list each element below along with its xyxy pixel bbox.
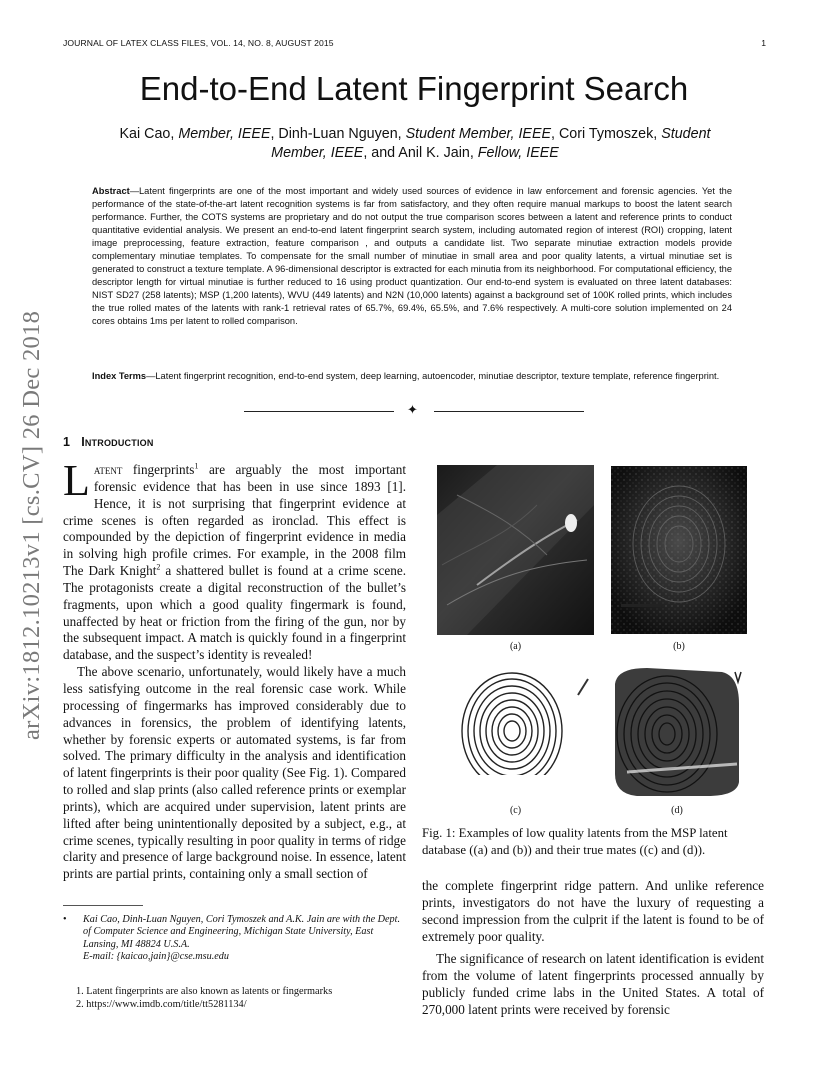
divider-star-icon: ✦ — [407, 402, 418, 417]
panel-label-d: (d) — [671, 805, 683, 816]
paper-title: End-to-End Latent Fingerprint Search — [139, 70, 689, 107]
figure-panel-a — [437, 465, 594, 635]
index-terms — [92, 370, 732, 383]
abstract-label: Abstract — [92, 186, 130, 196]
rolled-fingerprint-image-d — [607, 664, 747, 800]
intro-paragraph-3: The significance of research on latent identification is evident from the volume of latent fingerprints processed annually by publicly funded crime labs in the United States. A total of 270,000 latent prints were received by forensic — [422, 951, 764, 1017]
section-divider — [244, 404, 584, 418]
divider-rule-right — [434, 411, 584, 412]
figure-panel-c — [450, 665, 600, 795]
author-name: , Cori Tymoszek, — [551, 126, 662, 142]
latent-fingerprint-image-b — [611, 466, 747, 634]
figure-panel-d — [607, 664, 747, 800]
paragraph-text: fingerprints — [122, 462, 195, 477]
abstract — [92, 185, 732, 329]
divider-rule-left — [244, 411, 394, 412]
author-name: Kai Cao, — [119, 126, 179, 142]
author-role: Student Member, IEEE — [405, 126, 552, 142]
author-role: Member, IEEE — [178, 126, 271, 142]
section-title: Introduction — [81, 435, 154, 449]
panel-label-c: (c) — [509, 805, 522, 816]
latent-fingerprint-image-a — [437, 465, 594, 635]
footnote: 2. https://www.imdb.com/title/tt5281134/ — [76, 999, 247, 1010]
figure-caption: Fig. 1: Examples of low quality latents from the MSP latent database ((a) and (b)) and their true mates ((c) and (d)). — [422, 826, 728, 857]
rolled-fingerprint-image-c — [450, 665, 600, 795]
footnote-rule — [63, 905, 143, 906]
paragraph-text: are arguably the most important forensic evidence that has been in use since 1893 [1]. Hence, it is not surprising that fingerprint evidence at crime scenes is often regarded as ironclad. This effect is compounded by the depiction of fingerprint evidence in media in solving high profile crimes. For example, in the 2008 film The Dark Knight — [63, 462, 407, 579]
running-header: JOURNAL OF LATEX CLASS FILES, VOL. 14, NO. 8, AUGUST 2015 — [63, 38, 334, 48]
section-heading — [63, 435, 154, 449]
body-column-right — [422, 878, 764, 1019]
figure-panel-b — [611, 466, 747, 634]
footnotes — [76, 985, 406, 1011]
abstract-text: —Latent fingerprints are one of the most important and widely used sources of evidence in law enforcement and forensic agencies. Yet the performance of the state-of-the-art latent recognition systems is far from satisfactory, and they often require manual markups to boost the latent search performance. Further, the COTS systems are proprietary and do not output the true comparison scores between a latent and reference prints to conduct quantitative evidential analysis. We present an end-to-end latent fingerprint search system, including automated region of interest (ROI) cropping, latent image preprocessing, feature extraction, feature comparison , and outputs a candidate list. Two separate minutiae extraction models provide complementary minutiae templates. To compensate for the small number of minutiae in small area and poor quality latents, a virtual minutiae set is generated to construct a texture template. A 96-dimensional descriptor is extracted for each minutia from its neighborhood. For computational efficiency, the descriptor length for virtual minutiae is further reduced to 16 using product quantization. Our end-to-end system is evaluated on three latent databases: NIST SD27 (258 latents); MSP (1,200 latents), WVU (449 latents) and N2N (10,000 latents) against a background set of 100K rolled prints, which includes the true rolled mates of the latents with rank-1 retrieval rates of 65.7%, 69.4%, 65.5%, and 7.6% respectively. A multi-core solution implemented on 24 cores obtains 1ms per latent to rolled comparison. — [92, 186, 732, 327]
drop-cap: L — [63, 456, 90, 505]
body-column-left — [63, 456, 407, 883]
section-number: 1 — [63, 435, 71, 449]
lead-word: atent — [93, 462, 123, 477]
index-terms-text: —Latent fingerprint recognition, end-to-end system, deep learning, autoencoder, minutiae descriptor, texture template, reference fingerprint. — [146, 371, 720, 381]
affiliation-text: Kai Cao, Dinh-Luan Nguyen, Cori Tymoszek and A.K. Jain are with the Dept. of Computer Science and Engineering, Michigan State University, East Lansing, MI 48824 U.S.A. — [83, 914, 401, 950]
panel-label-a: (a) — [509, 641, 522, 652]
arxiv-stamp: arXiv:1812.10213v1 [cs.CV] 26 Dec 2018 — [18, 310, 45, 740]
page-number: 1 — [761, 38, 766, 48]
panel-label-b: (b) — [673, 641, 685, 652]
author-name: , and Anil K. Jain, — [363, 145, 478, 161]
affiliation-email: E-mail: {kaicao,jain}@cse.msu.edu — [83, 950, 229, 962]
author-name: , Dinh-Luan Nguyen, — [270, 126, 406, 142]
footnote: 1. Latent fingerprints are also known as latents or fingermarks — [76, 986, 333, 997]
author-role: Student Member, IEEE — [271, 126, 711, 161]
footnote-marker: 2 — [156, 562, 161, 572]
intro-paragraph-2: The above scenario, unfortunately, would likely have a much less satisfying outcome in the real forensic case work. While processing of fingermarks has improved considerably due to advances in forensics, the problem of identifying latents, whether by forensic experts or automated systems, is far from solved. The primary difficulty in the analysis and identification of latent fingerprints is their poor quality (See Fig. 1). Compared to rolled and slap prints (also called reference prints or exemplar prints), which are acquired under supervision, latent prints are lifted after being unintentionally deposited by a subject, e.g., at crime scenes, typically resulting in poor quality in terms of ridge clarity and presence of large background noise. In essence, latent prints are partial prints, containing only a small section of — [63, 664, 406, 882]
author-role: Fellow, IEEE — [477, 145, 559, 161]
bullet-icon: • — [63, 914, 67, 925]
intro-paragraph-1 — [63, 456, 407, 664]
continued-paragraph: the complete fingerprint ridge pattern. And unlike reference prints, investigators do not have the luxury of requesting a second impression from the culprit if the latent is found to be of extremely poor quality. — [422, 878, 764, 944]
paragraph-text: a shattered bullet is found at a crime scene. The protagonists create a digital reconstruction of the bullet’s fragments, upon which a good quality fingermark is found, unaffected by heat or friction from the firing of the gun, nor by the subsequent impact. A match is quickly found in a fingerprint database, and the suspect’s identity is revealed! — [63, 563, 406, 663]
index-terms-label: Index Terms — [92, 371, 147, 381]
author-list — [95, 125, 735, 163]
footnote-marker: 1 — [194, 461, 199, 471]
author-affiliation-note — [63, 914, 406, 963]
